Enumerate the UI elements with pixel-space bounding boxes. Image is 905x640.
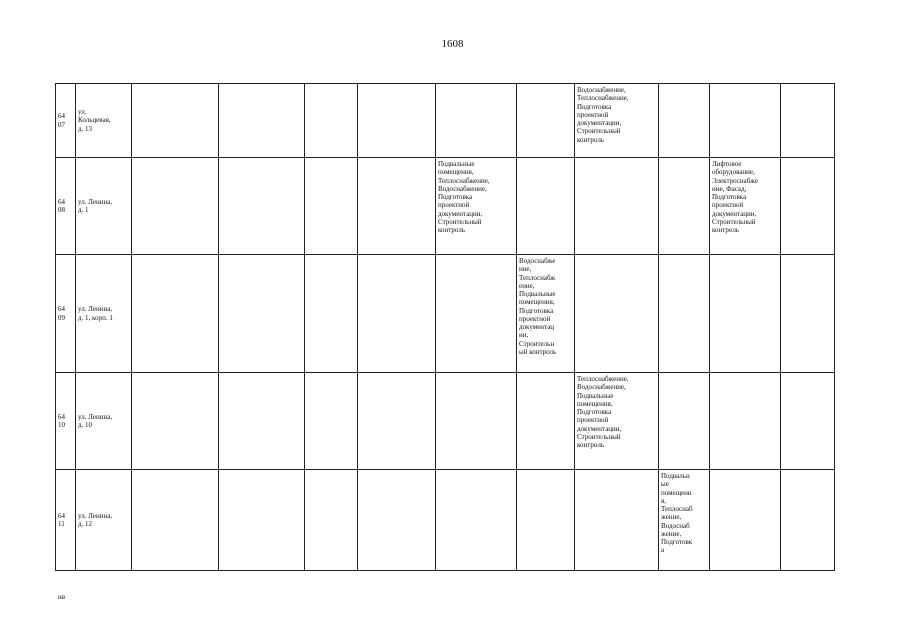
empty-cell [219, 255, 305, 373]
table-row [56, 84, 835, 158]
empty-cell [517, 158, 575, 255]
empty-cell [575, 255, 659, 373]
table-row [56, 255, 835, 373]
row-number-cell: 64 09 [56, 255, 76, 373]
registry-table [55, 83, 835, 571]
row-number-cell: 64 11 [56, 470, 76, 571]
empty-cell [710, 84, 781, 158]
empty-cell [358, 255, 436, 373]
work-list-cell: Водоснабжение, Теплоснабжение, Подготовка проектной документации, Строительный контроль [575, 84, 659, 158]
empty-cell [219, 373, 305, 470]
table-row [56, 470, 835, 571]
empty-cell [305, 255, 358, 373]
empty-cell [517, 373, 575, 470]
empty-cell [305, 373, 358, 470]
empty-cell [132, 470, 219, 571]
work-list-cell: Водоснабже ние, Теплоснабж ение, Подвальные помещения, Подготовка проектной документац ии, Строительн ый контроль [517, 255, 575, 373]
empty-cell [659, 255, 710, 373]
empty-cell [305, 84, 358, 158]
page-number: 1608 [441, 38, 464, 50]
empty-cell [659, 84, 710, 158]
row-number-cell: 64 10 [56, 373, 76, 470]
empty-cell [132, 373, 219, 470]
empty-cell [575, 158, 659, 255]
empty-cell [781, 158, 835, 255]
empty-cell [781, 373, 835, 470]
work-list-cell: Подвальн ые помещени я, Теплоснаб жение, Водоснаб жение, Подготовк а [659, 470, 710, 571]
empty-cell [517, 470, 575, 571]
address-cell: ул. Ленина, д. 1 [76, 158, 132, 255]
empty-cell [517, 84, 575, 158]
address-cell: ул. Ленина, д. 12 [76, 470, 132, 571]
empty-cell [132, 158, 219, 255]
empty-cell [436, 84, 517, 158]
empty-cell [710, 470, 781, 571]
empty-cell [132, 255, 219, 373]
empty-cell [132, 84, 219, 158]
empty-cell [436, 470, 517, 571]
empty-cell [219, 470, 305, 571]
work-list-cell: Подвальные помещения, Теплоснабжение, Водоснабжение, Подготовка проектной документации, Строительный контроль [436, 158, 517, 255]
row-number-cell: 64 07 [56, 84, 76, 158]
empty-cell [358, 158, 436, 255]
empty-cell [358, 84, 436, 158]
empty-cell [659, 158, 710, 255]
footer-mark: нв [58, 593, 66, 601]
empty-cell [305, 158, 358, 255]
address-cell: ул. Кольцевая, д. 13 [76, 84, 132, 158]
empty-cell [575, 470, 659, 571]
table-row [56, 158, 835, 255]
empty-cell [219, 158, 305, 255]
address-cell: ул. Ленина, д. 1, корп. 1 [76, 255, 132, 373]
empty-cell [219, 84, 305, 158]
empty-cell [436, 255, 517, 373]
empty-cell [358, 373, 436, 470]
empty-cell [358, 470, 436, 571]
empty-cell [781, 84, 835, 158]
work-list-cell: Теплоснабжение, Водоснабжение, Подвальные помещения, Подготовка проектной документации, Строительный контроль [575, 373, 659, 470]
empty-cell [781, 255, 835, 373]
table-row [56, 373, 835, 470]
empty-cell [659, 373, 710, 470]
work-list-cell: Лифтовое оборудование, Электроснабже ние, Фасад, Подготовка проектной документации, Строительный контроль [710, 158, 781, 255]
empty-cell [710, 373, 781, 470]
empty-cell [781, 470, 835, 571]
row-number-cell: 64 08 [56, 158, 76, 255]
empty-cell [710, 255, 781, 373]
empty-cell [436, 373, 517, 470]
address-cell: ул. Ленина, д. 10 [76, 373, 132, 470]
empty-cell [305, 470, 358, 571]
